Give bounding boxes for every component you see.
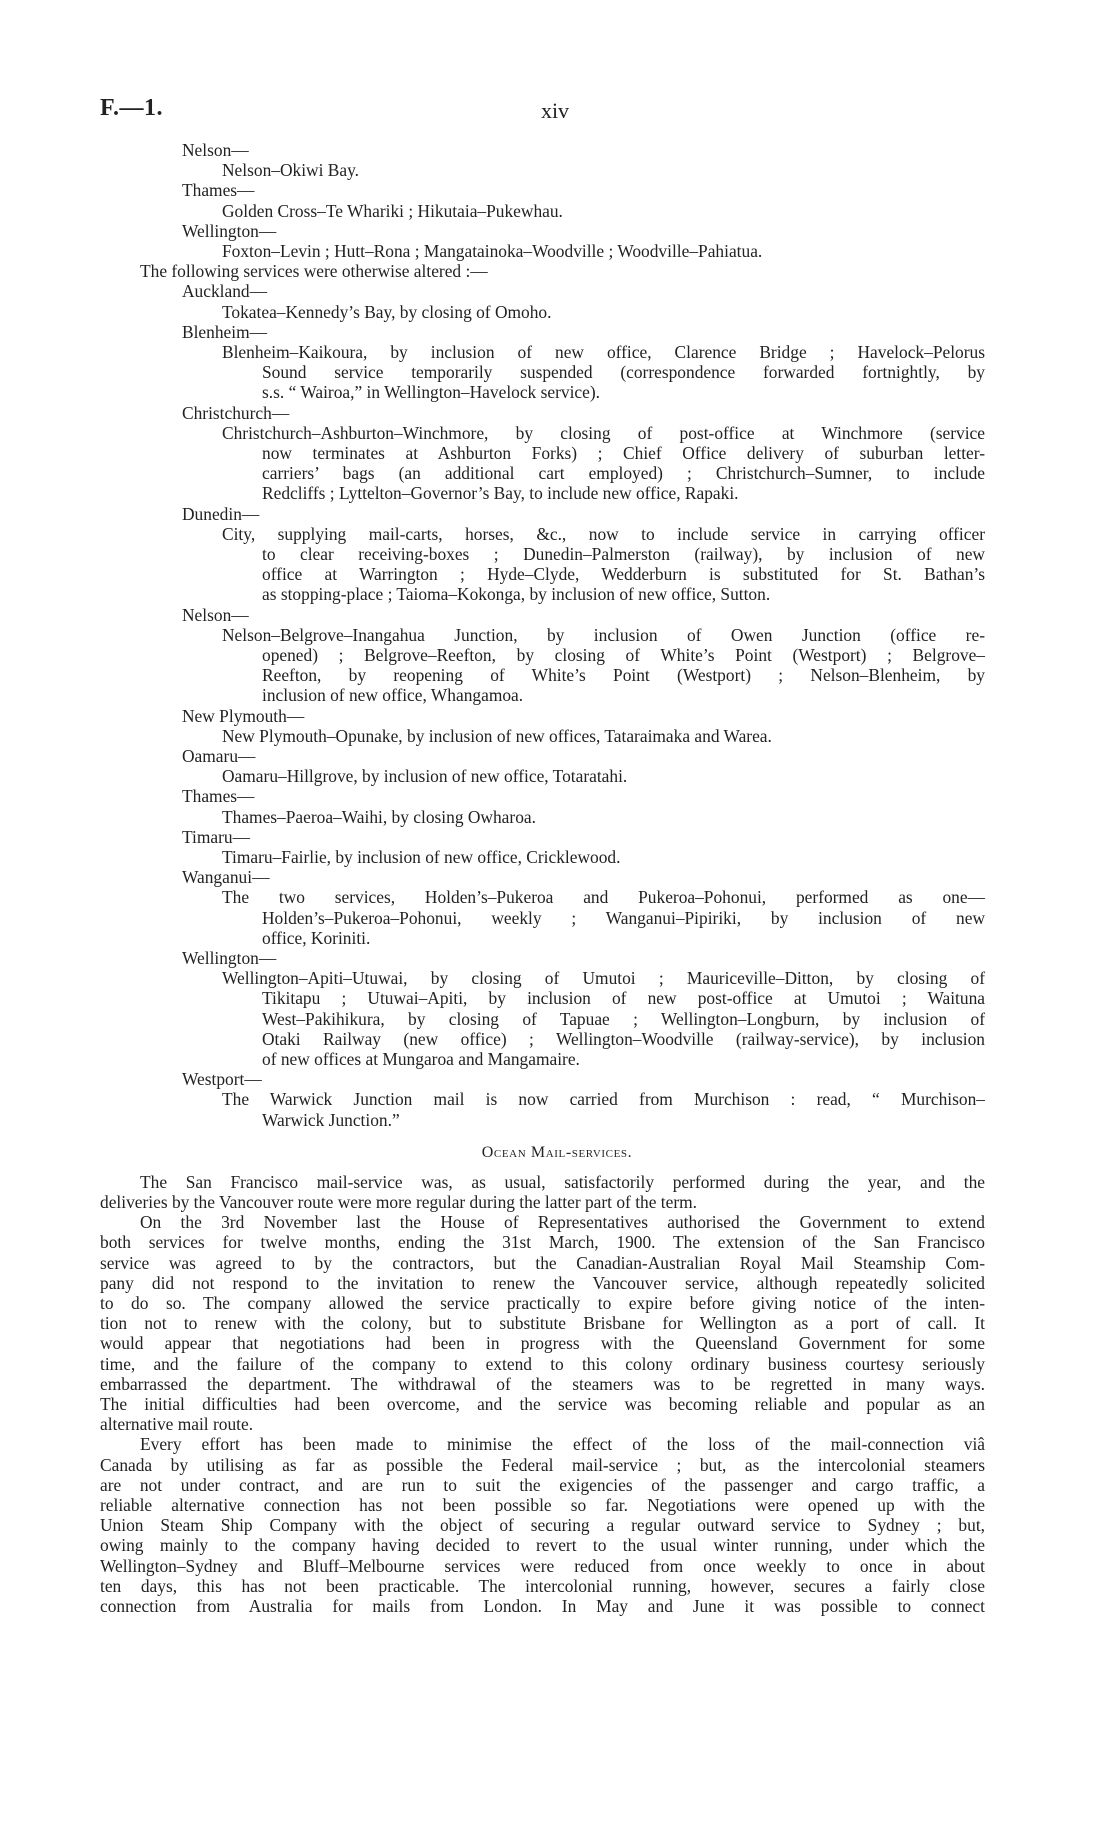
paragraph-line: alternative mail route. <box>100 1414 254 1435</box>
paragraph-line: reliable alternative connection has not been possible so far. Negotiations were opened up with the <box>100 1495 985 1515</box>
route-line: West–Pakihikura, by closing of Tapuae ; Wellington–Longburn, by inclusion of <box>262 1008 985 1029</box>
route-line: Warwick Junction.” <box>262 1109 400 1130</box>
route-line: Thames–Paeroa–Waihi, by closing Owharoa. <box>222 806 536 827</box>
paragraph-line: are not under contract, and are run to suit the exigencies of the passenger and cargo traffic, a <box>100 1474 985 1495</box>
route-line: Reefton, by reopening of White’s Point (Westport) ; Nelson–Blenheim, by <box>262 665 985 686</box>
route-line: Oamaru–Hillgrove, by inclusion of new office, Totaratahi. <box>222 766 628 787</box>
route-line: to clear receiving-boxes ; Dunedin–Palmerston (railway), by inclusion of new <box>262 544 985 564</box>
route-line: Sound service temporarily suspended (correspondence forwarded fortnightly, by <box>262 362 985 383</box>
route-line: The two services, Holden’s–Pukeroa and Pukeroa–Pohonui, performed as one— <box>222 887 985 908</box>
district-heading: Timaru— <box>182 826 250 847</box>
route-line: s.s. “ Wairoa,” in Wellington–Havelock service). <box>262 382 600 403</box>
paragraph-line: Canada by utilising as far as possible the Federal mail-service ; but, as the intercolonial steamers <box>100 1454 985 1475</box>
district-heading: Wellington— <box>182 220 277 241</box>
route-line: as stopping-place ; Taioma–Kokonga, by inclusion of new office, Sutton. <box>262 584 771 605</box>
district-heading: Thames— <box>182 180 255 201</box>
route-line: Otaki Railway (new office) ; Wellington–Woodville (railway-service), by inclusion <box>262 1028 985 1049</box>
route-line: Timaru–Fairlie, by inclusion of new office, Cricklewood. <box>222 847 621 867</box>
route-line: now terminates at Ashburton Forks) ; Chief Office delivery of suburban letter- <box>262 443 985 463</box>
route-line: of new offices at Mungaroa and Mangamaire. <box>262 1049 580 1069</box>
paragraph-line: deliveries by the Vancouver route were more regular during the latter part of the term. <box>100 1192 698 1212</box>
route-line: Redcliffs ; Lyttelton–Governor’s Bay, to include new office, Rapaki. <box>262 483 739 504</box>
route-line: The Warwick Junction mail is now carried from Murchison : read, “ Murchison– <box>222 1089 985 1110</box>
paragraph-line: would appear that negotiations had been in progress with the Queensland Government for some <box>100 1333 985 1354</box>
route-line: Blenheim–Kaikoura, by inclusion of new office, Clarence Bridge ; Havelock–Pelorus <box>222 342 985 362</box>
route-line: Christchurch–Ashburton–Winchmore, by closing of post-office at Winchmore (service <box>222 422 985 443</box>
district-heading: Wellington— <box>182 948 277 968</box>
district-heading: Wanganui— <box>182 867 270 888</box>
paragraph-line: tion not to renew with the colony, but to substitute Brisbane for Wellington as a port of call. It <box>100 1313 985 1334</box>
paragraph-line: connection from Australia for mails from London. In May and June it was possible to connect <box>100 1596 985 1616</box>
paragraph-line: The San Francisco mail-service was, as usual, satisfactorily performed during the year, and the <box>140 1171 985 1192</box>
route-line: Holden’s–Pukeroa–Pohonui, weekly ; Wanganui–Pipiriki, by inclusion of new <box>262 907 985 928</box>
section-intro: The following services were otherwise altered :— <box>140 261 488 282</box>
route-line: Nelson–Belgrove–Inangahua Junction, by inclusion of Owen Junction (office re- <box>222 624 985 645</box>
route-line: New Plymouth–Opunake, by inclusion of new offices, Tataraimaka and Warea. <box>222 725 772 746</box>
section-heading: Ocean Mail-services. <box>481 1143 633 1161</box>
route-line: office at Warrington ; Hyde–Clyde, Wedderburn is substituted for St. Bathan’s <box>262 564 985 585</box>
district-heading: Nelson— <box>182 604 249 625</box>
route-line: inclusion of new office, Whangamoa. <box>262 685 524 706</box>
paragraph-line: On the 3rd November last the House of Representatives authorised the Government to extend <box>140 1212 985 1233</box>
district-heading: New Plymouth— <box>182 705 305 726</box>
paragraph-line: time, and the failure of the company to extend to this colony ordinary business courtesy seriously <box>100 1353 985 1374</box>
district-heading: Christchurch— <box>182 402 290 423</box>
paragraph-line: Union Steam Ship Company with the object of securing a regular outward service to Sydney ; but, <box>100 1515 985 1536</box>
district-heading: Thames— <box>182 786 255 807</box>
paragraph-line: embarrassed the department. The withdrawal of the steamers was to be regretted in many ways. <box>100 1373 985 1394</box>
route-line: Foxton–Levin ; Hutt–Rona ; Mangatainoka–Woodville ; Woodville–Pahiatua. <box>222 241 763 261</box>
page-number: xiv <box>540 98 570 123</box>
paragraph-line: ten days, this has not been practicable. The intercolonial running, however, secures a fairly close <box>100 1575 985 1596</box>
district-heading: Westport— <box>182 1069 262 1090</box>
paragraph-line: Wellington–Sydney and Bluff–Melbourne services were reduced from once weekly to once in about <box>100 1555 985 1576</box>
paragraph-line: pany did not respond to the invitation to renew the Vancouver service, although repeatedly solicited <box>100 1272 985 1293</box>
paragraph-line: service was agreed to by the contractors, but the Canadian-Australian Royal Mail Steamship Com- <box>100 1252 985 1273</box>
route-line: Tokatea–Kennedy’s Bay, by closing of Omoho. <box>222 301 552 322</box>
route-line: opened) ; Belgrove–Reefton, by closing of White’s Point (Westport) ; Belgrove– <box>262 645 985 665</box>
paragraph-line: The initial difficulties had been overcome, and the service was becoming reliable and popular as an <box>100 1394 985 1414</box>
route-line: Wellington–Apiti–Utuwai, by closing of Umutoi ; Mauriceville–Ditton, by closing of <box>222 968 985 989</box>
paragraph-line: Every effort has been made to minimise the effect of the loss of the mail-connection viâ <box>140 1434 985 1455</box>
paragraph-line: both services for twelve months, ending the 31st March, 1900. The extension of the San Francisco <box>100 1232 985 1253</box>
district-heading: Blenheim— <box>182 321 268 342</box>
paragraph-line: to do so. The company allowed the service practically to expire before giving notice of the inten- <box>100 1293 985 1313</box>
district-heading: Oamaru— <box>182 746 256 766</box>
district-heading: Nelson— <box>182 140 249 160</box>
route-line: Golden Cross–Te Whariki ; Hikutaia–Pukewhau. <box>222 200 563 221</box>
route-line: office, Koriniti. <box>262 927 371 948</box>
route-line: carriers’ bags (an additional cart employed) ; Christchurch–Sumner, to include <box>262 463 985 484</box>
route-line: City, supplying mail-carts, horses, &c., now to include service in carrying officer <box>222 523 985 544</box>
route-line: Tikitapu ; Utuwai–Apiti, by inclusion of new post-office at Umutoi ; Waituna <box>262 988 985 1009</box>
paragraph-line: owing mainly to the company having decided to revert to the usual winter running, under which the <box>100 1535 985 1556</box>
district-heading: Dunedin— <box>182 503 260 524</box>
route-line: Nelson–Okiwi Bay. <box>222 160 360 181</box>
district-heading: Auckland— <box>182 281 268 302</box>
document-reference: F.—1. <box>100 95 163 121</box>
